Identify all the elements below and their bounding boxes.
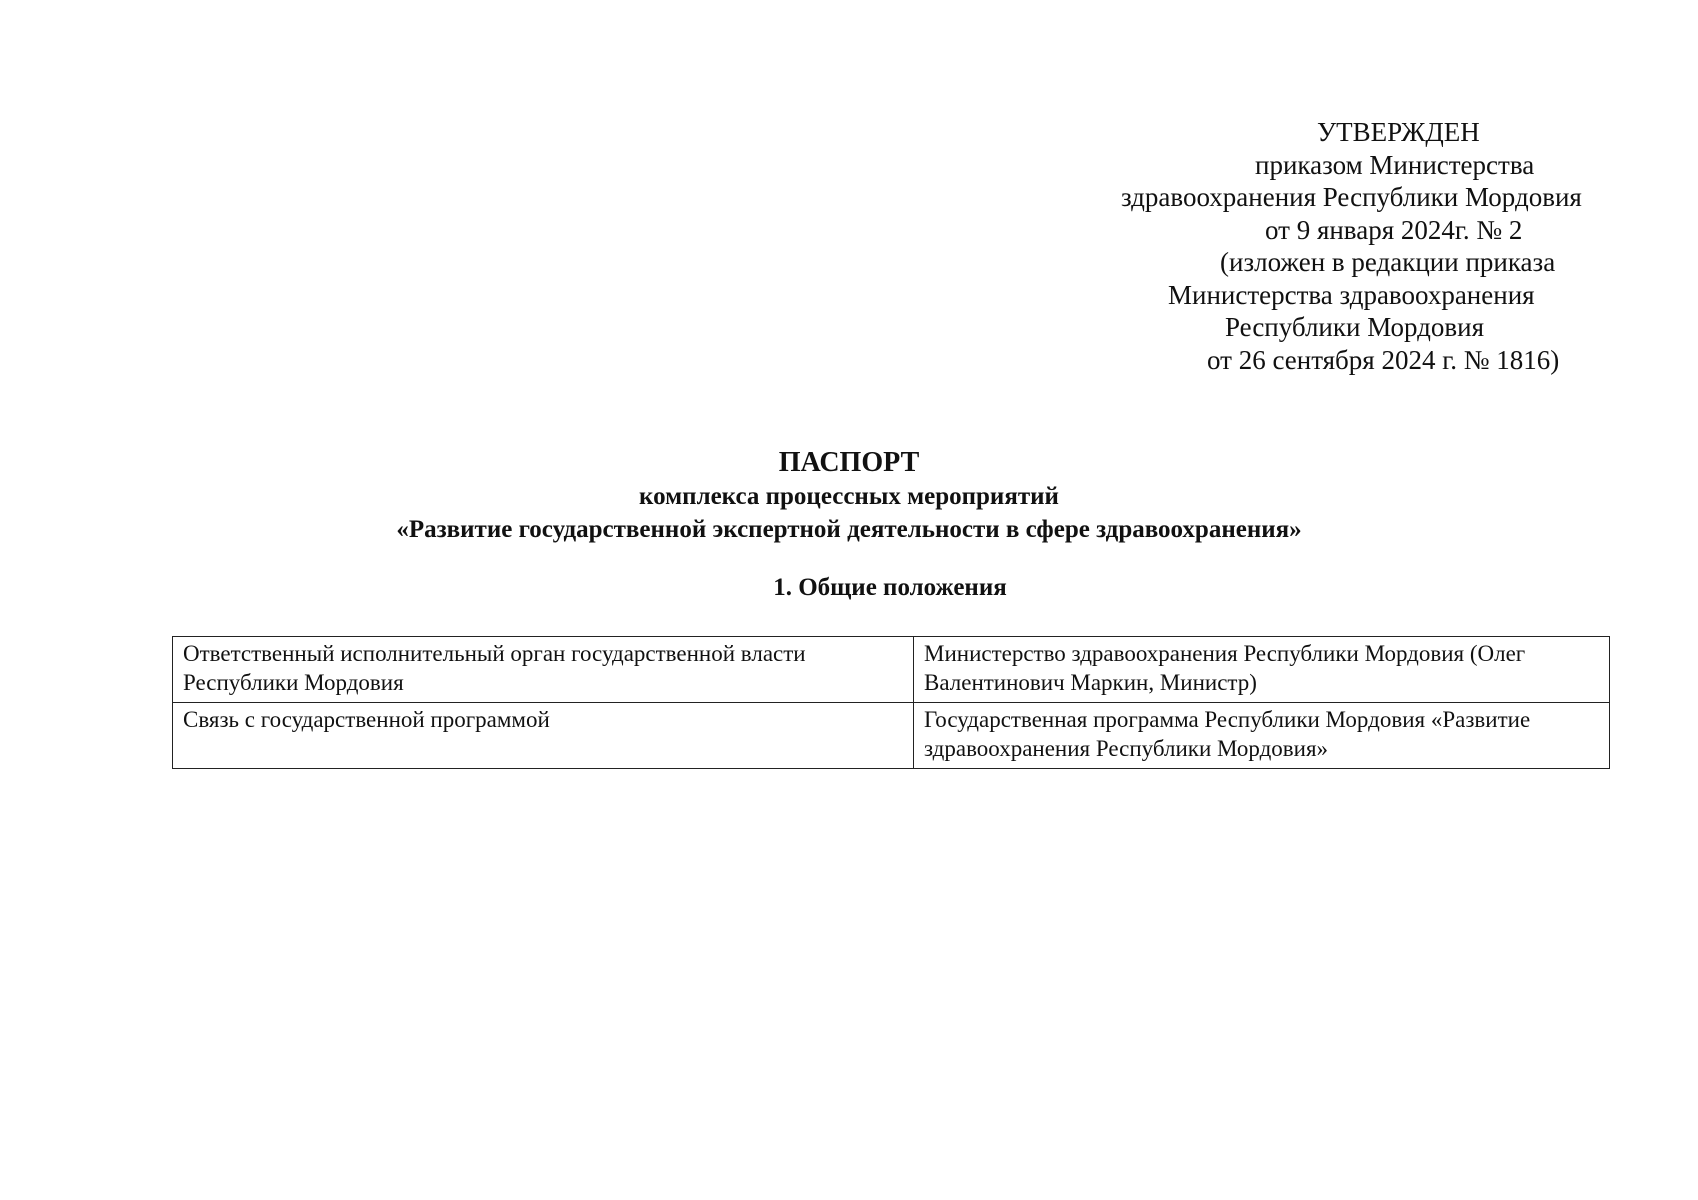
table-cell-label: Связь с государственной программой bbox=[173, 703, 914, 769]
approval-line-revision-republic: Республики Мордовия bbox=[1225, 312, 1485, 342]
approval-line-date: от 9 января 2024г. № 2 bbox=[1265, 214, 1523, 245]
table-row bbox=[173, 703, 1610, 769]
title-passport: ПАСПОРТ bbox=[778, 447, 920, 478]
approval-line-revision-ministry: Министерства здравоохранения bbox=[1168, 279, 1535, 310]
section-heading: 1. Общие положения bbox=[773, 574, 1007, 601]
document-title bbox=[0, 446, 1698, 546]
title-complex: комплекса процессных мероприятий bbox=[639, 483, 1059, 510]
approval-line-order: приказом Министерства bbox=[1255, 149, 1535, 180]
passport-table bbox=[172, 636, 1610, 769]
approval-line-revision-date: от 26 сентября 2024 г. № 1816) bbox=[1207, 344, 1560, 375]
approval-stamp bbox=[1040, 116, 1600, 376]
table-cell-value: Государственная программа Республики Мордовия «Развитие здравоохранения Республики Мордовия» bbox=[914, 703, 1610, 769]
table-cell-value: Министерство здравоохранения Республики Мордовия (Олег Валентинович Маркин, Министр) bbox=[914, 637, 1610, 703]
table-cell-label: Ответственный исполнительный орган государственной власти Республики Мордовия bbox=[173, 637, 914, 703]
approval-line-revision: (изложен в редакции приказа bbox=[1220, 247, 1556, 277]
table-row bbox=[173, 637, 1610, 703]
approval-line-ministry: здравоохранения Республики Мордовия bbox=[1121, 182, 1582, 212]
title-program-name: «Развитие государственной экспертной деятельности в сфере здравоохранения» bbox=[396, 516, 1302, 543]
approval-line-approved: УТВЕРЖДЕН bbox=[1317, 117, 1480, 147]
